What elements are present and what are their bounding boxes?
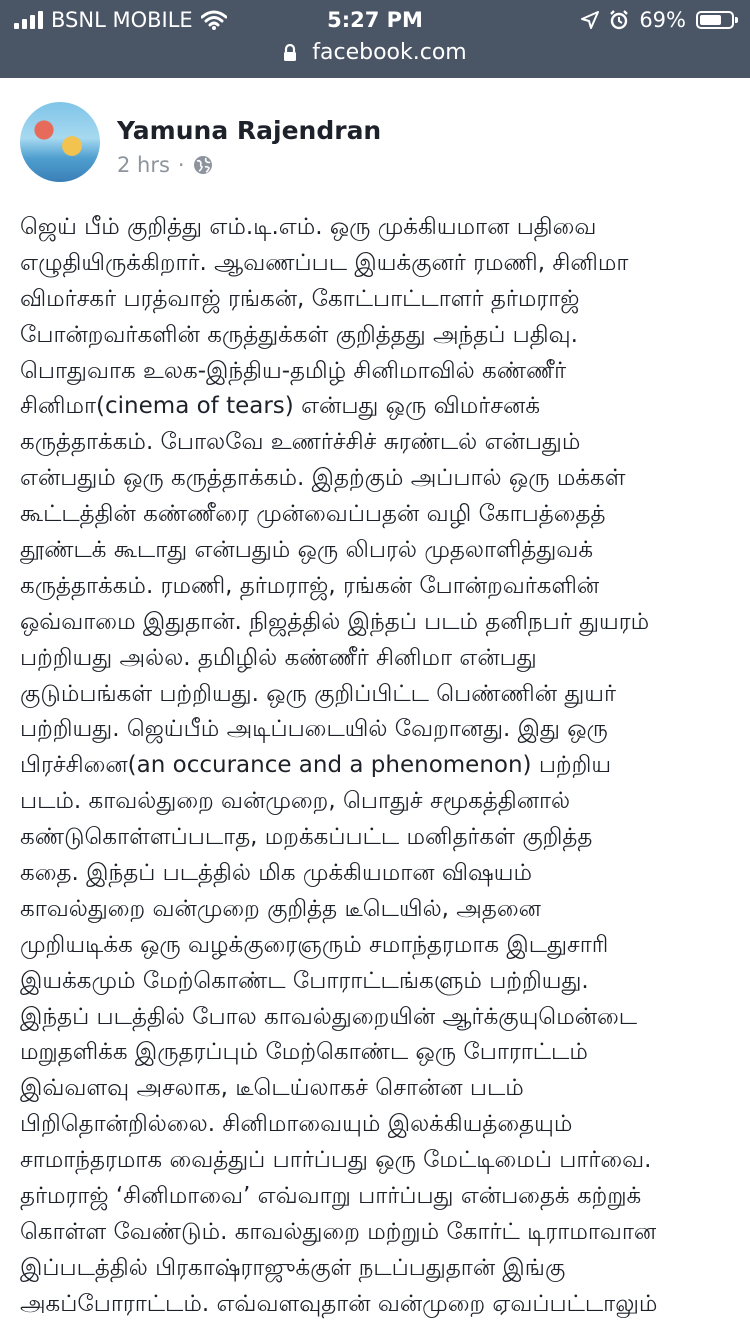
post-text [20, 210, 732, 1323]
post-text-line: இப்படத்தில் பிரகாஷ்ராஜுக்குள் நடப்பதுதான் இங்கு [20, 1254, 566, 1281]
battery-icon [696, 11, 734, 29]
post-text-line: சாமாந்தரமாக வைத்துப் பார்ப்பது ஒரு மேட்டிமைப் பார்வை. [20, 1147, 652, 1174]
post-text-line: கதை. இந்தப் படத்தில் மிக முக்கியமான விஷயம் [20, 860, 533, 887]
post-text-line: ஒவ்வாமை இதுதான். நிஜத்தில் இந்தப் படம் தனிநபர் துயரம் [20, 608, 650, 635]
post-text-line: படம். காவல்துறை வன்முறை, பொதுச் சமூகத்தினால் [20, 788, 571, 815]
post-text-line: அகப்போராட்டம். எவ்வளவுதான் வன்முறை ஏவப்பட்டாலும் [20, 1290, 658, 1317]
url-domain: facebook.com [312, 40, 467, 65]
post-text-line: கண்டுகொள்ளப்படாத, மறக்கப்பட்ட மனிதர்கள் குறித்த [20, 824, 593, 851]
post-text-line: மறுதளிக்க இருதரப்பும் மேற்கொண்ட ஒரு போராட்டம் [20, 1039, 588, 1066]
post-text-line: போன்றவர்களின் கருத்துக்கள் குறித்தது அந்தப் பதிவு. [20, 321, 578, 348]
post-text-line: பற்றியது அல்ல. தமிழில் கண்ணீர் சினிமா என்பது [20, 644, 537, 671]
url-bar[interactable] [0, 40, 750, 65]
post-meta [117, 153, 213, 177]
post-text-line: கருத்தாக்கம். போலவே உணர்ச்சிச் சுரண்டல் என்பதும் [20, 429, 581, 456]
post-text-line: முறியடிக்க ஒரு வழக்குரைஞரும் சமாந்தரமாக இடதுசாரி [20, 931, 609, 958]
post-text-line: தர்மராஜ் ‘சினிமாவை’ எவ்வாறு பார்ப்பது என்பதைக் கற்றுக் [20, 1183, 642, 1210]
post-text-line: காவல்துறை வன்முறை குறித்த டீடெயில், அதனை [20, 895, 541, 922]
post-text-line: கருத்தாக்கம். ரமணி, தர்மராஜ், ரங்கன் போன்றவர்களின் [20, 572, 600, 599]
location-arrow-icon [581, 11, 599, 29]
author-name[interactable]: Yamuna Rajendran [117, 116, 382, 145]
globe-icon [193, 155, 213, 175]
post-text-line: பிறிதொன்றில்லை. சினிமாவையும் இலக்கியத்தையும் [20, 1111, 573, 1138]
post-text-line: ஜெய் பீம் குறித்து எம்.டி.எம். ஒரு முக்கியமான பதிவை [20, 214, 597, 240]
post-text-line: என்பதும் ஒரு கருத்தாக்கம். இதற்கும் அப்பால் ஒரு மக்கள் [20, 465, 626, 492]
post-header [0, 78, 750, 203]
post-text-line: கொள்ள வேண்டும். காவல்துறை மற்றும் கோர்ட் டிராமாவான [20, 1218, 657, 1245]
post-text-line: குடும்பங்கள் பற்றியது. ஒரு குறிப்பிட்ட பெண்ணின் துயர் [20, 680, 617, 707]
carrier-name: BSNL MOBILE [51, 8, 193, 32]
post-text-line: பொதுவாக உலக-இந்திய-தமிழ் சினிமாவில் கண்ணீர் [20, 357, 567, 384]
post-text-line: இயக்கமும் மேற்கொண்ட போராட்டங்களும் பற்றியது. [20, 967, 589, 994]
post-text-line: இந்தப் படத்தில் போல காவல்துறையின் ஆர்க்குயுமென்டை [20, 1003, 638, 1030]
clock-time: 5:27 PM [327, 8, 423, 32]
avatar[interactable] [20, 102, 100, 182]
browser-top-bar [0, 0, 750, 78]
meta-separator: · [177, 153, 185, 177]
post-text-line: எழுதியிருக்கிறார். ஆவணப்பட இயக்குனர் ரமணி, சினிமா [20, 249, 629, 276]
post-text-line: சினிமா(cinema of tears) என்பது ஒரு விமர்சனக் [20, 393, 541, 420]
alarm-clock-icon [609, 10, 629, 30]
post-text-line: பற்றியது. ஜெய்பீம் அடிப்படையில் வேறானது. இது ஒரு [20, 716, 608, 743]
post-text-line: தூண்டக் கூடாது என்பதும் ஒரு லிபரல் முதலாளித்துவக் [20, 537, 594, 564]
lock-icon [283, 44, 297, 62]
battery-percent: 69% [639, 8, 686, 32]
post-text-line: பிரச்சினை(an occurance and a phenomenon) பற்றிய [20, 752, 612, 779]
post-time[interactable]: 2 hrs [117, 153, 170, 177]
post-text-line: விமர்சகர் பரத்வாஜ் ரங்கன், கோட்பாட்டாளர் தர்மராஜ் [20, 285, 580, 312]
post-text-line: கூட்டத்தின் கண்ணீரை முன்வைப்பதன் வழி கோபத்தைத் [20, 501, 606, 528]
post-text-line: இவ்வளவு அசலாக, டீடெய்லாகச் சொன்ன படம் [20, 1075, 524, 1102]
status-bar [0, 0, 750, 40]
